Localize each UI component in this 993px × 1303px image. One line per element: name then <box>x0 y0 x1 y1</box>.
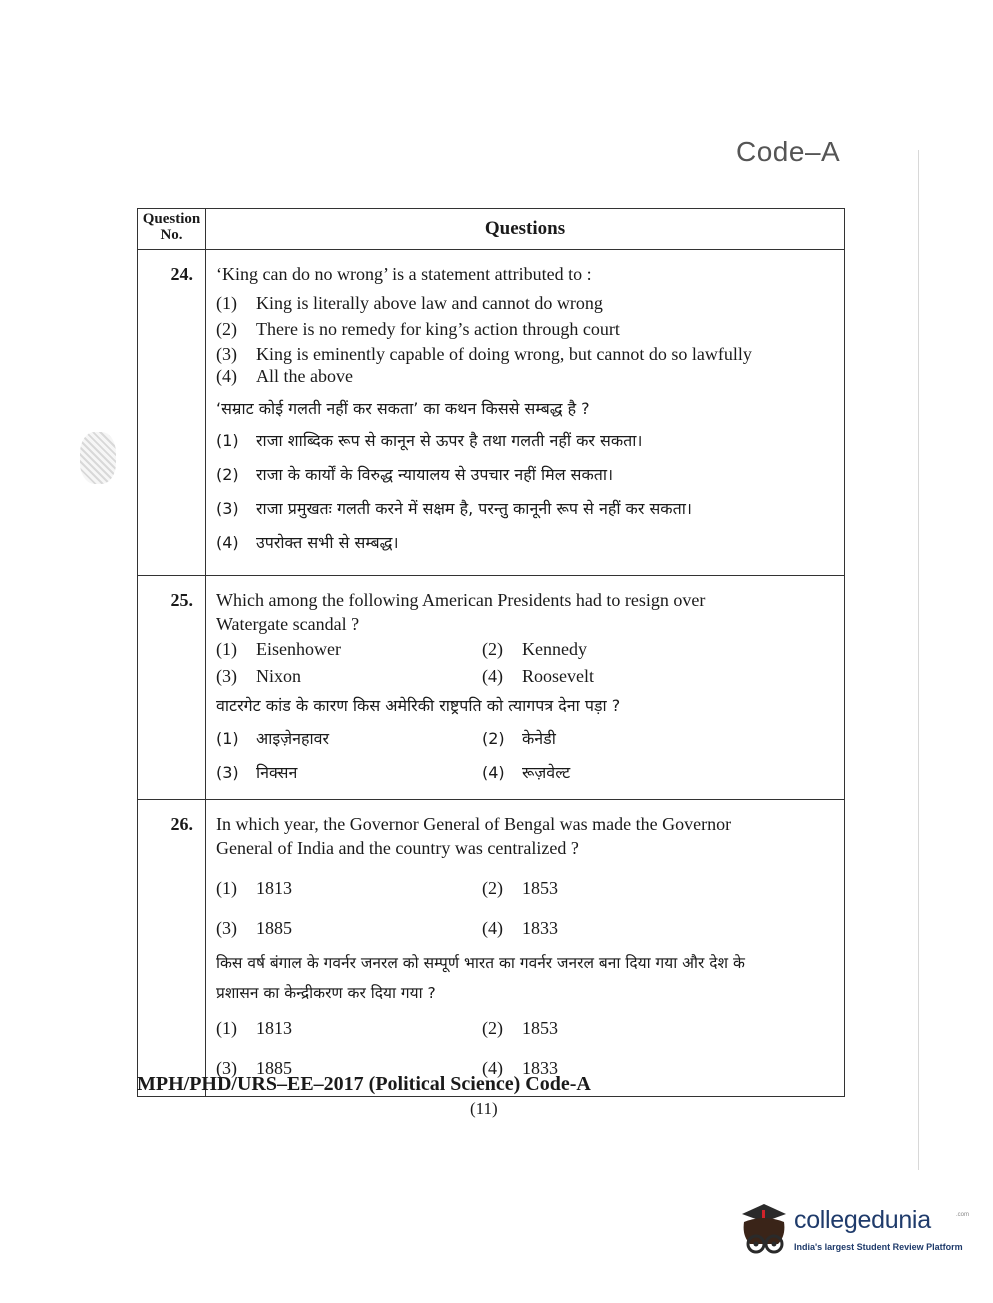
question-row-26 <box>138 800 845 1097</box>
collegedunia-logo <box>736 1198 970 1262</box>
option-en-2: (2) Kennedy <box>482 639 587 659</box>
option-en-3: (3) King is eminently capable of doing wrong, but cannot do so lawfully <box>216 344 752 364</box>
option-hi-3: (3) निक्सन <box>216 763 298 782</box>
question-text-en-line1: In which year, the Governor General of Bengal was made the Governor <box>216 814 732 834</box>
header-questions: Questions <box>206 209 845 250</box>
option-hi-4: (4) 1833 <box>482 1058 558 1078</box>
logo-tagline: India's largest Student Review Platform <box>794 1242 963 1252</box>
option-en-2: (2) There is no remedy for king’s action through court <box>216 319 620 339</box>
option-en-3: (3) Nixon <box>216 666 301 686</box>
question-row-24 <box>138 250 845 576</box>
ink-smudge <box>80 432 116 484</box>
page-number: (11) <box>470 1099 498 1118</box>
option-en-4: (4) 1833 <box>482 918 558 938</box>
question-text-hi: वाटरगेट कांड के कारण किस अमेरिकी राष्ट्रपति को त्यागपत्र देना पड़ा ? <box>216 696 621 715</box>
options-hi <box>216 722 840 790</box>
header-question-no: Question No. <box>138 209 206 250</box>
question-number: 24. <box>138 250 206 576</box>
mascot-icon <box>736 1200 792 1258</box>
option-hi-3: (3) 1885 <box>216 1058 292 1078</box>
logo-suffix: .com <box>956 1212 970 1218</box>
options-en <box>216 636 840 690</box>
option-hi-2: (2) राजा के कार्यों के विरुद्ध न्यायालय से उपचार नहीं मिल सकता। <box>216 465 614 484</box>
option-en-1: (1) King is literally above law and cannot do wrong <box>216 293 603 313</box>
option-hi-1: (1) राजा शाब्दिक रूप से कानून से ऊपर है तथा गलती नहीं कर सकता। <box>216 431 643 450</box>
question-text-en-line1: Which among the following American Presidents had to resign over <box>216 590 706 610</box>
table-header-row <box>138 209 845 250</box>
question-number: 25. <box>138 576 206 800</box>
question-text-en: ‘King can do no wrong’ is a statement attributed to : <box>216 264 592 284</box>
question-body <box>206 800 845 1097</box>
option-hi-4: (4) रूज़वेल्ट <box>482 763 571 782</box>
option-hi-1: (1) आइज़ेनहावर <box>216 729 330 748</box>
option-hi-3: (3) राजा प्रमुखतः गलती करने में सक्षम है, परन्तु कानूनी रूप से नहीं कर सकता। <box>216 499 692 518</box>
question-table <box>137 208 845 1097</box>
option-hi-2: (2) 1853 <box>482 1018 558 1038</box>
option-en-4: (4) Roosevelt <box>482 666 594 686</box>
option-en-1: (1) Eisenhower <box>216 639 341 659</box>
question-text-hi-line1: किस वर्ष बंगाल के गवर्नर जनरल को सम्पूर्ण भारत का गवर्नर जनरल बना दिया गया और देश के <box>216 954 745 972</box>
question-text-en-line2: General of India and the country was centralized ? <box>216 838 579 858</box>
option-en-4: (4) All the above <box>216 366 353 386</box>
option-hi-4: (4) उपरोक्त सभी से सम्बद्ध। <box>216 533 399 552</box>
option-hi-2: (2) केनेडी <box>482 729 556 748</box>
question-text-hi: ‘सम्राट कोई गलती नहीं कर सकता’ का कथन किससे सम्बद्ध है ? <box>216 399 590 418</box>
question-text-en-line2: Watergate scandal ? <box>216 614 360 634</box>
question-body <box>206 250 845 576</box>
scan-edge-line <box>918 150 919 1170</box>
option-en-1: (1) 1813 <box>216 878 292 898</box>
question-text-hi-line2: प्रशासन का केन्द्रीकरण कर दिया गया ? <box>216 984 436 1002</box>
options-en <box>216 868 840 948</box>
code-label: Code–A <box>736 136 841 167</box>
option-hi-1: (1) 1813 <box>216 1018 292 1038</box>
question-body <box>206 576 845 800</box>
question-row-25 <box>138 576 845 800</box>
option-en-3: (3) 1885 <box>216 918 292 938</box>
logo-brand-text: collegedunia <box>794 1206 931 1234</box>
exam-footer: MPH/PHD/URS–EE–2017 (Political Science) Code-A <box>137 1073 591 1095</box>
question-number: 26. <box>138 800 206 1097</box>
option-en-2: (2) 1853 <box>482 878 558 898</box>
